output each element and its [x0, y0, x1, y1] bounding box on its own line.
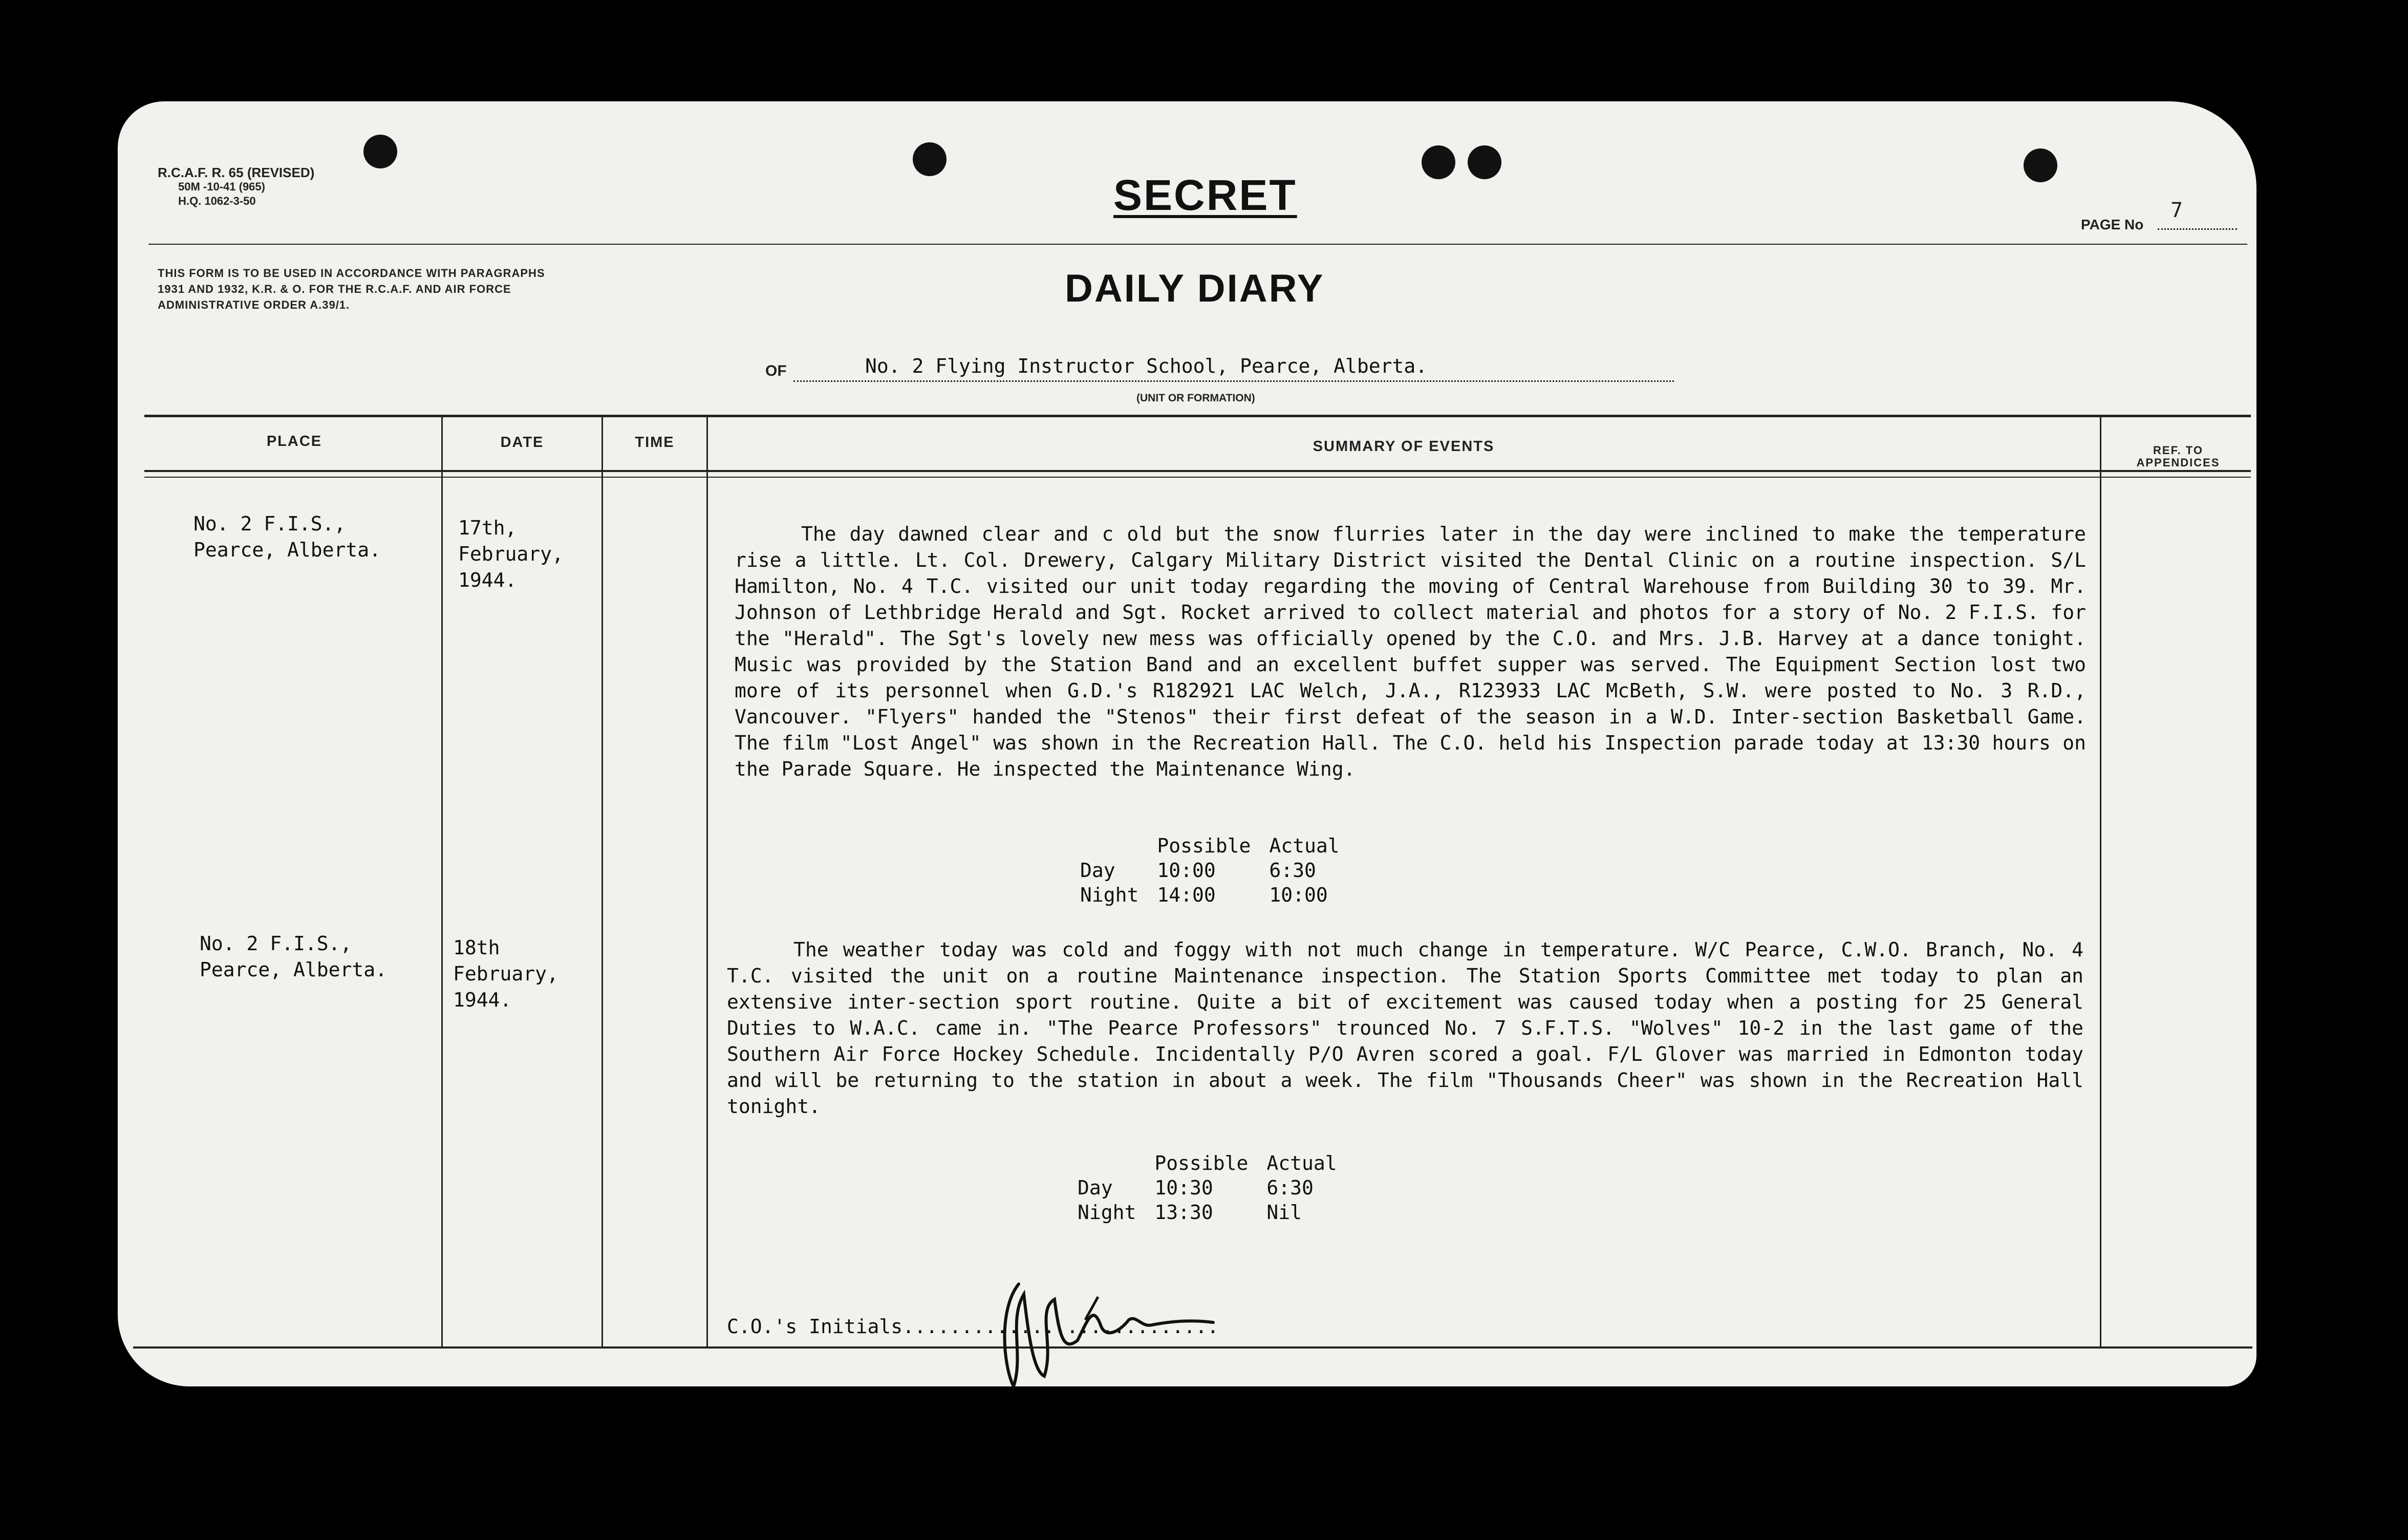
form-print-line: 50M -10-41 (965): [178, 180, 265, 193]
punch-hole: [1468, 145, 1501, 179]
flying-hours-row: [1080, 858, 1358, 883]
classification-stamp: SECRET: [1113, 171, 1297, 219]
entry-summary: The weather today was cold and foggy with not much change in temperature. W/C Pearce, C.W.O. Branch, No. 4 T.C. visited the unit on a routine Maintenance inspection. The Station Sports Committee met today to plan an extensive inter-section sport routine. Quite a bit of excitement was caused today when a posting for 25 General Duties to W.A.C. came in. "The Pearce Professors" trounced No. 7 S.F.T.S. "Wolves" 10-2 in the last game of the Southern Air Force Hockey Schedule. Incidentally P/O Avren scored a goal. F/L Glover was married in Edmonton today and will be returning to the station in about a week. The film "Thousands Cheer" was shown in the Recreation Hall tonight.: [727, 938, 2083, 1118]
flying-possible: 10:30: [1154, 1177, 1213, 1199]
form-usage-note: THIS FORM IS TO BE USED IN ACCORDANCE WITH PARAGRAPHS 1931 AND 1932, K.R. & O. FOR THE R.C.A.F. AND AIR FORCE ADMINISTRATIVE ORDER A.39/1.: [158, 267, 545, 311]
column-divider: [601, 417, 603, 1346]
of-label: OF: [765, 362, 787, 379]
unit-name: No. 2 Flying Instructor School, Pearce, Alberta.: [865, 355, 1428, 377]
page-number-line: [2158, 228, 2237, 230]
column-divider: [2100, 417, 2101, 1346]
column-header-summary: SUMMARY OF EVENTS: [1313, 438, 1495, 455]
form-code: R.C.A.F. R. 65 (REVISED): [158, 165, 315, 180]
page-number-label: PAGE No: [2081, 217, 2144, 232]
table-top-rule: [144, 415, 2251, 417]
flying-possible: 13:30: [1154, 1201, 1213, 1224]
column-header-ref: REF. TO APPENDICES: [2136, 444, 2220, 469]
column-divider: [441, 417, 443, 1346]
punch-hole: [1422, 145, 1455, 179]
form-code-block: [158, 165, 314, 208]
punch-hole: [363, 135, 397, 168]
flying-hours-table: [1078, 1151, 1356, 1225]
actual-heading: Actual: [1269, 835, 1340, 857]
flying-row-label: Day: [1078, 1177, 1113, 1199]
header-rule: [148, 244, 2247, 245]
flying-hours-row: [1078, 1175, 1356, 1200]
flying-hours-header: [1080, 833, 1358, 858]
table-header-rule: [144, 470, 2251, 472]
flying-row-label: Day: [1080, 859, 1115, 882]
flying-hours-header: [1078, 1151, 1356, 1175]
entry-summary: The day dawned clear and c old but the snow flurries later in the day were inclined to make the temperature rise a little. Lt. Col. Drewery, Calgary Military District visited the Dental Clinic on a routine inspection. S/L Hamilton, No. 4 T.C. visited our unit today regarding the moving of Central Warehouse from Building 30 to 39. Mr. Johnson of Lethbridge Herald and Sgt. Rocket arrived to collect material and photos for a story of No. 2 F.I.S. for the "Herald". The Sgt's lovely new mess was officially opened by the C.O. and Mrs. J.B. Harvey at a dance tonight. Music was provided by the Station Band and an excellent buffet supper was served. The Equipment Section lost two more of its personnel when G.D.'s R182921 LAC Welch, J.A., R123933 LAC McBeth, S.W. were posted to No. 3 R.D., Vancouver. "Flyers" handed the "Stenos" their first defeat of the season in a W.D. Inter-section Basketball Game. The film "Lost Angel" was shown in the Recreation Hall. The C.O. held his Inspection parade today at 13:30 hours on the Parade Square. He inspected the Maintenance Wing.: [735, 523, 2086, 780]
form-hq: H.Q. 1062-3-50: [178, 195, 256, 207]
flying-hours-row: [1080, 883, 1358, 907]
flying-hours-table: [1080, 833, 1358, 907]
entry-place: No. 2 F.I.S., Pearce, Alberta.: [193, 512, 381, 561]
flying-row-label: Night: [1080, 884, 1139, 906]
flying-row-label: Night: [1078, 1201, 1136, 1224]
actual-heading: Actual: [1266, 1152, 1337, 1174]
punch-hole: [913, 142, 947, 176]
flying-possible: 10:00: [1157, 859, 1216, 882]
column-divider: [706, 417, 708, 1346]
flying-actual: 6:30: [1269, 859, 1316, 882]
unit-caption: (UNIT OR FORMATION): [1136, 392, 1255, 404]
table-header-rule-2: [144, 477, 2251, 478]
signature-mark: [988, 1264, 1254, 1397]
flying-actual: 10:00: [1269, 884, 1328, 906]
diary-form-card: [118, 101, 2256, 1386]
page-title: DAILY DIARY: [1065, 267, 1325, 310]
initials-dots: ...........................: [902, 1315, 1219, 1338]
page-number: 7: [2170, 199, 2183, 222]
column-header-time: TIME: [635, 434, 675, 451]
unit-line: [793, 380, 1674, 382]
flying-actual: 6:30: [1266, 1177, 1314, 1199]
flying-possible: 14:00: [1157, 884, 1216, 906]
possible-heading: Possible: [1154, 1152, 1249, 1174]
column-header-place: PLACE: [266, 433, 322, 450]
initials-label-text: C.O.'s Initials: [727, 1315, 903, 1338]
entry-place: No. 2 F.I.S., Pearce, Alberta.: [200, 932, 388, 981]
punch-hole: [2024, 148, 2057, 182]
entry-date: 18th February, 1944.: [453, 936, 558, 1011]
flying-actual: Nil: [1266, 1201, 1302, 1224]
entry-date: 17th, February, 1944.: [458, 517, 564, 591]
column-header-date: DATE: [500, 434, 544, 451]
possible-heading: Possible: [1157, 835, 1251, 857]
flying-hours-row: [1078, 1200, 1356, 1225]
